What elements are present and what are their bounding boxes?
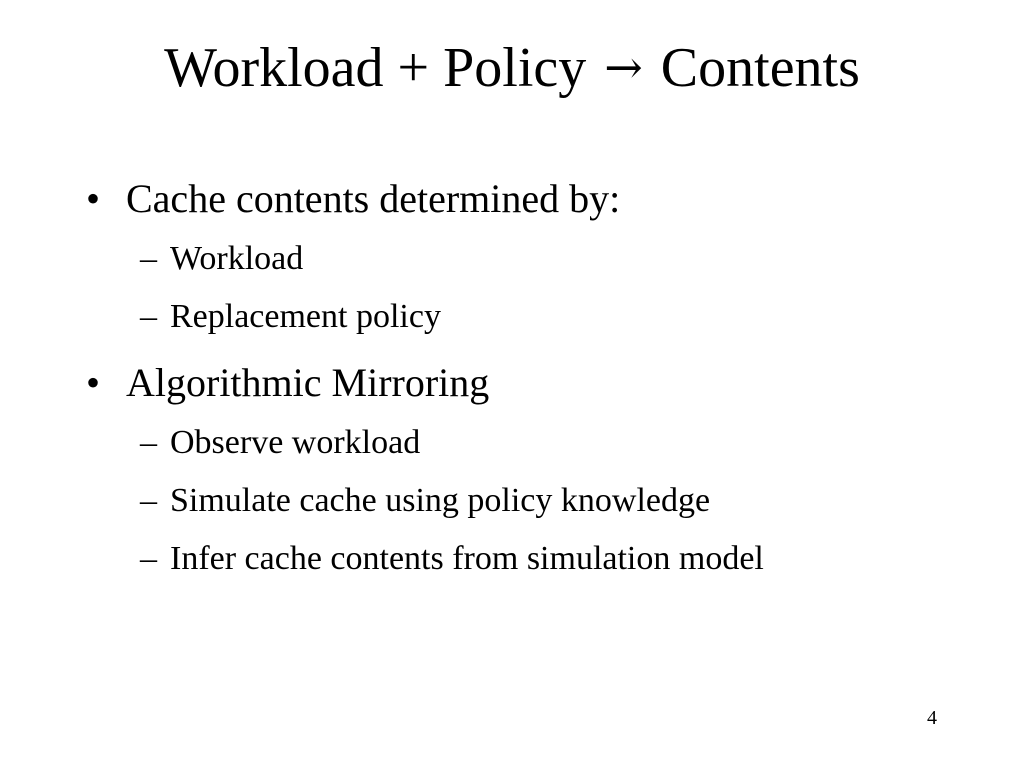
sub-item-text: Simulate cache using policy knowledge (170, 482, 711, 519)
sub-item-text: Observe workload (170, 424, 421, 461)
sub-item (86, 472, 986, 530)
title-right-text: Contents (660, 37, 860, 99)
bullet-dot-icon: • (86, 360, 101, 405)
bullet-item (86, 168, 986, 230)
dash-icon: – (140, 298, 157, 335)
dash-icon: – (140, 540, 157, 577)
slide-body (86, 168, 986, 594)
dash-icon: – (140, 424, 157, 461)
sub-item-text: Workload (170, 240, 304, 277)
slide-title (0, 30, 1024, 108)
title-left-text: Workload + Policy (164, 37, 587, 99)
bullet-dot-icon: • (86, 176, 101, 221)
dash-icon: – (140, 240, 157, 277)
page-number: 4 (927, 707, 937, 729)
bullet-text: Cache contents determined by: (126, 176, 621, 221)
sub-item (86, 414, 986, 472)
sub-item-text: Replacement policy (170, 298, 441, 335)
sub-item-text: Infer cache contents from simulation model (170, 540, 764, 577)
sub-item (86, 288, 986, 346)
right-arrow-icon: → (604, 40, 643, 94)
bullet-item (86, 352, 986, 414)
bullet-text: Algorithmic Mirroring (126, 360, 490, 405)
sub-list (86, 230, 986, 346)
sub-list (86, 414, 986, 588)
sub-item (86, 230, 986, 288)
sub-item (86, 530, 986, 588)
dash-icon: – (140, 482, 157, 519)
